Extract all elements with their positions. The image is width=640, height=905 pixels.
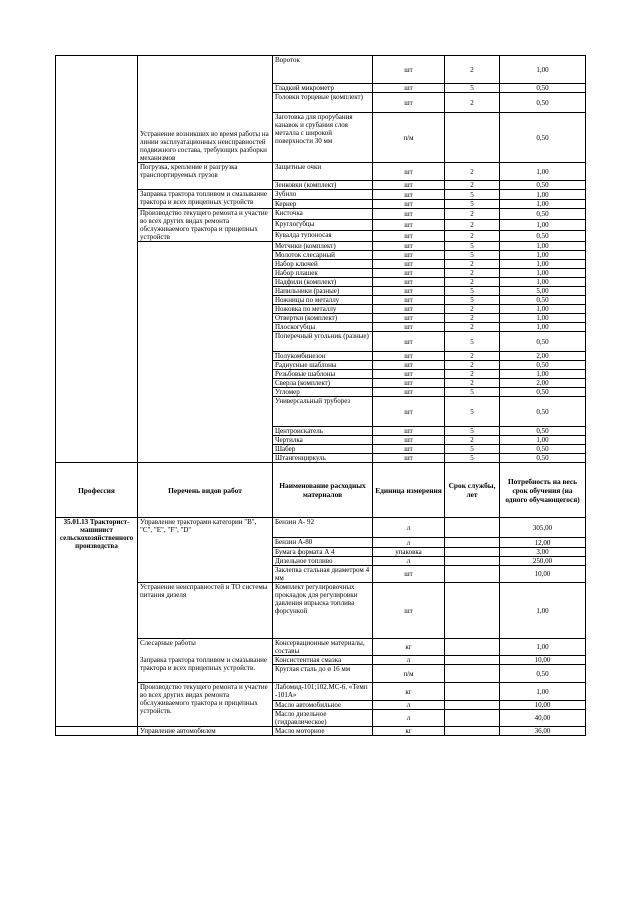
works-cell: Производство текущего ремонта и участие во всех других видах ремонта обслуживаемого трактора и прицепных устройств	[138, 209, 273, 242]
material-name: Зубило	[273, 190, 373, 200]
quantity-cell: 0,50	[500, 113, 586, 163]
material-name: Чертилка	[273, 436, 373, 445]
material-name: Круглая сталь до ø 16 мм	[273, 665, 373, 683]
term-cell: 2	[445, 379, 500, 388]
quantity-cell: 1,00	[500, 56, 586, 84]
term-cell: 2	[445, 436, 500, 445]
material-name: Круглогубцы	[273, 220, 373, 231]
unit-cell: шт	[373, 260, 445, 269]
term-cell: 2	[445, 278, 500, 287]
term-cell: 2	[445, 220, 500, 231]
header-material: Наименование расходных материалов	[273, 463, 373, 518]
term-cell	[445, 665, 500, 683]
header-term: Срок службы, лет	[445, 463, 500, 518]
unit-cell: шт	[373, 566, 445, 583]
unit-cell: шт	[373, 352, 445, 361]
term-cell: 5	[445, 427, 500, 436]
material-name: Кернер	[273, 200, 373, 209]
term-cell	[445, 113, 500, 163]
material-name: Надфили (комплект)	[273, 278, 373, 287]
term-cell: 2	[445, 305, 500, 314]
term-cell: 2	[445, 93, 500, 113]
quantity-cell: 305,00	[500, 518, 586, 538]
materials-table	[55, 55, 586, 736]
unit-cell: шт	[373, 436, 445, 445]
term-cell: 5	[445, 397, 500, 427]
material-name: Радиусные шаблоны	[273, 361, 373, 370]
quantity-cell: 1,00	[500, 200, 586, 209]
term-cell: 5	[445, 84, 500, 93]
quantity-cell: 1,00	[500, 683, 586, 701]
quantity-cell: 250,00	[500, 557, 586, 566]
unit-cell: шт	[373, 388, 445, 397]
material-name: Отвертки (комплект)	[273, 314, 373, 323]
quantity-cell: 1,00	[500, 639, 586, 656]
quantity-cell: 1,00	[500, 190, 586, 200]
profession-cell	[56, 56, 138, 463]
term-cell	[445, 566, 500, 583]
term-cell	[445, 557, 500, 566]
material-name: Вороток	[273, 56, 373, 84]
material-name: Гладкий микрометр	[273, 84, 373, 93]
unit-cell: л	[373, 656, 445, 665]
material-name: Ножовка по металлу	[273, 305, 373, 314]
works-cell: Управление автомобилем	[138, 727, 273, 736]
unit-cell: шт	[373, 445, 445, 454]
quantity-cell: 36,00	[500, 727, 586, 736]
term-cell: 5	[445, 200, 500, 209]
material-name: Напильники (разные)	[273, 287, 373, 296]
material-name: Масло автомобильное	[273, 701, 373, 710]
unit-cell: п/м	[373, 665, 445, 683]
works-cell: Управление тракторами категории "В", "С", "Е", "F", "D"	[138, 518, 273, 583]
material-name: Кувалда тупоносая	[273, 231, 373, 242]
term-cell: 5	[445, 332, 500, 352]
unit-cell: шт	[373, 332, 445, 352]
quantity-cell: 5,00	[500, 287, 586, 296]
material-name: Метчики (комплект)	[273, 242, 373, 251]
material-name: Комплект регулировочных прокладок для регулировки давления впрыска топлива форсункой	[273, 583, 373, 639]
works-cell: Устранение возникших во время работы на линии эксплуатационных неисправностей подвижного состава, требующих разборки механизмов	[138, 56, 273, 163]
quantity-cell: 1,00	[500, 242, 586, 251]
material-name: Защитные очки	[273, 163, 373, 181]
term-cell: 5	[445, 251, 500, 260]
quantity-cell: 0,50	[500, 427, 586, 436]
term-cell: 2	[445, 314, 500, 323]
unit-cell: шт	[373, 397, 445, 427]
quantity-cell: 0,50	[500, 231, 586, 242]
term-cell: 2	[445, 269, 500, 278]
unit-cell: л	[373, 538, 445, 548]
unit-cell: шт	[373, 314, 445, 323]
quantity-cell: 10,00	[500, 566, 586, 583]
term-cell	[445, 548, 500, 557]
quantity-cell: 10,00	[500, 701, 586, 710]
quantity-cell: 1,00	[500, 163, 586, 181]
term-cell: 5	[445, 388, 500, 397]
term-cell: 2	[445, 352, 500, 361]
term-cell: 5	[445, 242, 500, 251]
unit-cell: кг	[373, 639, 445, 656]
unit-cell: л	[373, 701, 445, 710]
unit-cell: л	[373, 518, 445, 538]
material-name: Консервационные материалы, составы	[273, 639, 373, 656]
unit-cell: шт	[373, 84, 445, 93]
term-cell	[445, 710, 500, 727]
material-name: Бумага формата А 4	[273, 548, 373, 557]
term-cell: 2	[445, 56, 500, 84]
material-name: Кисточка	[273, 209, 373, 220]
material-name: Дизельное топливо	[273, 557, 373, 566]
term-cell: 5	[445, 296, 500, 305]
quantity-cell: 2,00	[500, 379, 586, 388]
unit-cell: шт	[373, 370, 445, 379]
quantity-cell: 0,50	[500, 445, 586, 454]
term-cell: 2	[445, 260, 500, 269]
quantity-cell: 0,50	[500, 209, 586, 220]
quantity-cell: 0,50	[500, 296, 586, 305]
quantity-cell: 0,50	[500, 93, 586, 113]
works-cell: Слесарные работы	[138, 639, 273, 656]
term-cell: 2	[445, 361, 500, 370]
unit-cell: шт	[373, 323, 445, 332]
quantity-cell: 0,50	[500, 181, 586, 190]
term-cell: 5	[445, 190, 500, 200]
unit-cell: шт	[373, 427, 445, 436]
term-cell: 2	[445, 181, 500, 190]
term-cell: 2	[445, 163, 500, 181]
unit-cell: кг	[373, 683, 445, 701]
works-cell: Устранение неисправностей и ТО системы питания дизеля	[138, 583, 273, 639]
works-cell: Заправка трактора топливом и смазывание трактора и всех прицепных устройств.	[138, 656, 273, 683]
term-cell	[445, 583, 500, 639]
quantity-cell: 0,50	[500, 397, 586, 427]
quantity-cell: 0,50	[500, 361, 586, 370]
term-cell: 5	[445, 287, 500, 296]
unit-cell: шт	[373, 231, 445, 242]
header-profession: Профессия	[56, 463, 138, 518]
material-name: Консистентная смазка	[273, 656, 373, 665]
table-row	[56, 56, 586, 84]
quantity-cell: 0,50	[500, 665, 586, 683]
unit-cell: упаковка	[373, 548, 445, 557]
unit-cell: шт	[373, 361, 445, 370]
material-name: Лабомид-101;102.МС-6. «Темп -101А»	[273, 683, 373, 701]
material-name: Угломер	[273, 388, 373, 397]
quantity-cell: 1,00	[500, 269, 586, 278]
material-name: Сверла (комплект)	[273, 379, 373, 388]
unit-cell: шт	[373, 181, 445, 190]
term-cell	[445, 538, 500, 548]
material-name: Набор ключей	[273, 260, 373, 269]
term-cell: 2	[445, 323, 500, 332]
works-cell: Производство текущего ремонта и участие во всех других видах ремонта обслуживаемого трактора и прицепных устройств.	[138, 683, 273, 727]
material-name: Штангенциркуль	[273, 454, 373, 463]
quantity-cell: 1,00	[500, 323, 586, 332]
material-name: Зенковки (комплект)	[273, 181, 373, 190]
header-need: Потребность на весь срок обучения (на одного обучающегося)	[500, 463, 586, 518]
header-unit: Единица измерения	[373, 463, 445, 518]
profession-cell: 35.01.13 Тракторист-машинист сельскохозяйственного производства	[56, 518, 138, 727]
unit-cell: кг	[373, 727, 445, 736]
quantity-cell: 0,50	[500, 454, 586, 463]
term-cell	[445, 518, 500, 538]
term-cell	[445, 639, 500, 656]
unit-cell: п/м	[373, 113, 445, 163]
term-cell: 2	[445, 231, 500, 242]
material-name: Заготовка для прорубания канавок и срубания слоя металла с широкой поверхности 30 мм	[273, 113, 373, 163]
material-name: Заклепка стальная диаметром 4 мм	[273, 566, 373, 583]
quantity-cell: 10,00	[500, 656, 586, 665]
unit-cell: шт	[373, 163, 445, 181]
quantity-cell: 1,00	[500, 436, 586, 445]
unit-cell: шт	[373, 379, 445, 388]
quantity-cell: 0,50	[500, 84, 586, 93]
unit-cell: шт	[373, 209, 445, 220]
quantity-cell: 40,00	[500, 710, 586, 727]
unit-cell: шт	[373, 287, 445, 296]
profession-cell	[56, 727, 138, 736]
term-cell	[445, 656, 500, 665]
quantity-cell: 1,00	[500, 314, 586, 323]
unit-cell: шт	[373, 93, 445, 113]
quantity-cell: 0,50	[500, 388, 586, 397]
material-name: Бензин А- 92	[273, 518, 373, 538]
material-name: Ножницы по металлу	[273, 296, 373, 305]
material-name: Масло моторное	[273, 727, 373, 736]
quantity-cell: 12,00	[500, 538, 586, 548]
term-cell: 5	[445, 445, 500, 454]
material-name: Резьбовые шаблоны	[273, 370, 373, 379]
unit-cell: шт	[373, 200, 445, 209]
quantity-cell: 2,00	[500, 352, 586, 361]
term-cell	[445, 701, 500, 710]
material-name: Молоток слесарный	[273, 251, 373, 260]
term-cell: 5	[445, 454, 500, 463]
works-cell: Погрузка, крепление и разгрузка транспортируемых грузов	[138, 163, 273, 190]
term-cell	[445, 727, 500, 736]
unit-cell: шт	[373, 269, 445, 278]
material-name: Головки торцевые (комплект)	[273, 93, 373, 113]
quantity-cell: 1,00	[500, 251, 586, 260]
quantity-cell: 1,00	[500, 370, 586, 379]
quantity-cell: 1,00	[500, 583, 586, 639]
table-header	[56, 463, 586, 518]
quantity-cell: 1,00	[500, 305, 586, 314]
quantity-cell: 3,00	[500, 548, 586, 557]
works-cell: Заправка трактора топливом и смазывание трактора и всех прицепных устройств	[138, 190, 273, 209]
unit-cell: шт	[373, 583, 445, 639]
material-name: Бензин А-80	[273, 538, 373, 548]
term-cell: 2	[445, 209, 500, 220]
unit-cell: л	[373, 557, 445, 566]
material-name: Полукомбинезон	[273, 352, 373, 361]
unit-cell: шт	[373, 190, 445, 200]
unit-cell: шт	[373, 278, 445, 287]
quantity-cell: 1,00	[500, 260, 586, 269]
material-name: Шабер	[273, 445, 373, 454]
table-row	[56, 518, 586, 538]
term-cell: 2	[445, 370, 500, 379]
unit-cell: шт	[373, 242, 445, 251]
section-1	[56, 56, 586, 463]
unit-cell: шт	[373, 56, 445, 84]
material-name: Набор плашек	[273, 269, 373, 278]
works-cell	[138, 242, 273, 463]
unit-cell: шт	[373, 305, 445, 314]
table-row	[56, 727, 586, 736]
section-2	[56, 518, 586, 736]
unit-cell: шт	[373, 296, 445, 305]
quantity-cell: 1,00	[500, 220, 586, 231]
material-name: Поперечный угольник (разные)	[273, 332, 373, 352]
unit-cell: шт	[373, 251, 445, 260]
material-name: Центроискатель	[273, 427, 373, 436]
quantity-cell: 0,50	[500, 332, 586, 352]
material-name: Плоскогубцы	[273, 323, 373, 332]
material-name: Универсальный труборез	[273, 397, 373, 427]
unit-cell: шт	[373, 220, 445, 231]
term-cell	[445, 683, 500, 701]
header-works: Перечень видов работ	[138, 463, 273, 518]
material-name: Масло дизельное (гидравлическое)	[273, 710, 373, 727]
unit-cell: шт	[373, 454, 445, 463]
quantity-cell: 1,00	[500, 278, 586, 287]
unit-cell: л	[373, 710, 445, 727]
